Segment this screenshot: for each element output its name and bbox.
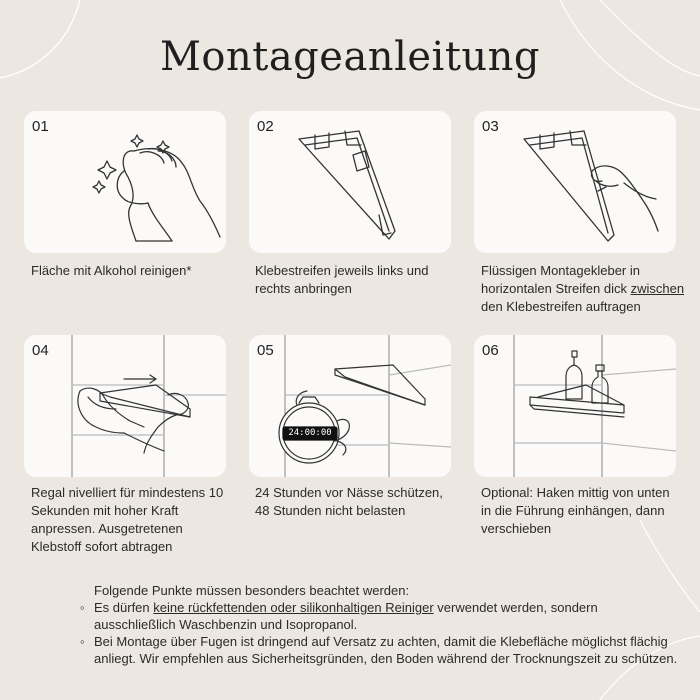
- notes-section: [80, 582, 680, 667]
- cleaning-hand-illustration: [24, 111, 226, 253]
- step-number: 04: [32, 342, 49, 359]
- bullet-icon: ◦: [80, 634, 85, 649]
- note-item-2: [80, 633, 680, 667]
- note-text: Bei Montage über Fugen ist dringend auf Versatz zu achten, damit die Klebefläche möglichst flächig anliegt. Wir empfehlen aus Sicherheitsgründen, den Boden während der Trocknungszeit zu schützen.: [94, 634, 678, 666]
- bullet-icon: ◦: [80, 600, 85, 615]
- timer-wait-illustration: [249, 335, 451, 477]
- step-card-05: [249, 335, 451, 477]
- notes-heading: Folgende Punkte müssen besonders beachtet werden:: [94, 583, 410, 598]
- step-caption-02: Klebestreifen jeweils links und rechts anbringen: [255, 263, 429, 296]
- step-card-04: [24, 335, 226, 477]
- step-number: 01: [32, 118, 49, 135]
- step-card-02: [249, 111, 451, 253]
- step-caption-03: [481, 262, 693, 316]
- step-caption-06: Optional: Haken mittig von unten in die Führung einhängen, dann verschieben: [481, 485, 670, 536]
- step-caption-05: 24 Stunden vor Nässe schützen, 48 Stunden nicht belasten: [255, 485, 443, 518]
- step-number: 05: [257, 342, 274, 359]
- step-caption-04: Regal nivelliert für mindestens 10 Sekunden mit hoher Kraft anpressen. Ausgetretenen Klebstoff sofort abtragen: [31, 485, 224, 554]
- caption-text: den Klebestreifen auftragen: [481, 299, 641, 314]
- step-card-01: [24, 111, 226, 253]
- note-text: Es dürfen: [94, 600, 154, 615]
- page-title: Montageanleitung: [159, 34, 541, 80]
- step-card-03: [474, 111, 676, 253]
- step-card-06: [474, 335, 676, 477]
- glue-application-illustration: [474, 111, 676, 253]
- step-caption-01: Fläche mit Alkohol reinigen*: [31, 263, 192, 278]
- caption-underline: zwischen: [630, 281, 685, 296]
- step-number: 02: [257, 118, 274, 135]
- shelf-tape-illustration: [249, 111, 451, 253]
- shelf-with-bottles-illustration: [474, 335, 676, 477]
- step-number: 03: [482, 118, 499, 135]
- note-underline: keine rückfettenden oder silikonhaltigen Reiniger: [153, 600, 434, 615]
- step-number: 06: [482, 342, 499, 359]
- note-text: verwendet werden, sondern ausschließlich Waschbenzin und Isopropanol.: [94, 600, 598, 632]
- note-item-1: [80, 599, 680, 633]
- timer-display: 24:00:00: [288, 428, 332, 438]
- press-shelf-illustration: [24, 335, 226, 477]
- caption-text: Flüssigen Montagekleber in horizontalen Streifen dick: [481, 263, 640, 296]
